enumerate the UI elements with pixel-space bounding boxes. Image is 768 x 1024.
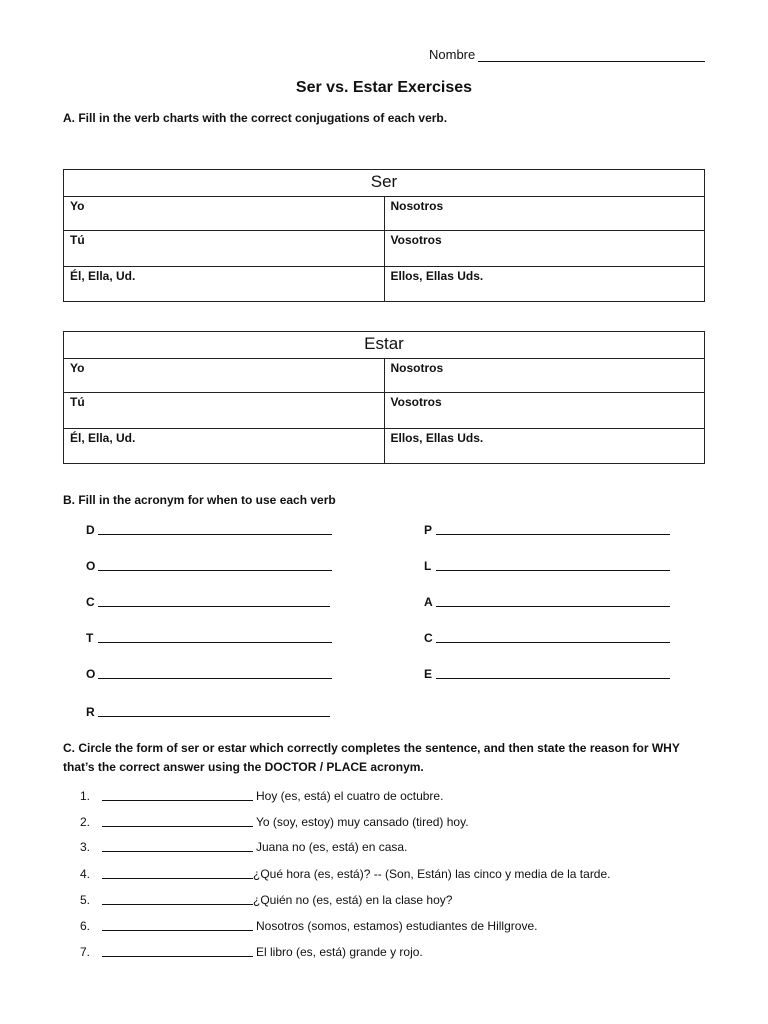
reason-blank[interactable]	[102, 903, 253, 905]
acronym-blank[interactable]	[436, 605, 670, 607]
question-item	[80, 815, 469, 829]
section-b-instruction: B. Fill in the acronym for when to use each verb	[63, 493, 336, 507]
question-item	[80, 893, 452, 907]
acronym-letter: R	[86, 705, 95, 719]
estar-chart	[63, 331, 705, 464]
estar-ellos-cell[interactable]: Ellos, Ellas Uds.	[384, 429, 705, 464]
question-text: ¿Qué hora (es, está)? -- (Son, Están) las cinco y media de la tarde.	[253, 867, 611, 881]
name-field	[429, 47, 705, 62]
acronym-blank[interactable]	[436, 677, 670, 679]
place-line-e	[424, 667, 670, 681]
question-item	[80, 919, 537, 933]
estar-vosotros-cell[interactable]: Vosotros	[384, 393, 705, 429]
question-item	[80, 789, 443, 803]
name-label: Nombre	[429, 47, 476, 62]
acronym-letter: C	[424, 631, 433, 645]
question-number: 3.	[80, 840, 91, 854]
acronym-letter: P	[424, 523, 433, 537]
ser-nosotros-cell[interactable]: Nosotros	[384, 197, 705, 231]
reason-blank[interactable]	[102, 799, 253, 801]
acronym-blank[interactable]	[98, 533, 332, 535]
question-number: 7.	[80, 945, 91, 959]
acronym-blank[interactable]	[98, 605, 330, 607]
question-number: 1.	[80, 789, 91, 803]
section-a-instruction: A. Fill in the verb charts with the correct conjugations of each verb.	[63, 111, 448, 125]
doctor-line-d	[86, 523, 332, 537]
question-text: Hoy (es, está) el cuatro de octubre.	[256, 789, 444, 803]
acronym-letter: O	[86, 667, 96, 681]
acronym-letter: T	[86, 631, 94, 645]
section-c-instruction: C. Circle the form of ser or estar which correctly completes the sentence, and then state the reason for WHY that’s the correct answer using the DOCTOR / PLACE acronym.	[63, 741, 680, 774]
question-item	[80, 840, 407, 854]
question-number: 5.	[80, 893, 91, 907]
question-text: Juana no (es, está) en casa.	[256, 840, 408, 854]
acronym-blank[interactable]	[436, 569, 670, 571]
acronym-letter: O	[86, 559, 96, 573]
reason-blank[interactable]	[102, 850, 253, 852]
question-number: 6.	[80, 919, 91, 933]
doctor-line-o2	[86, 667, 332, 681]
doctor-line-r	[86, 705, 330, 719]
reason-blank[interactable]	[102, 877, 253, 879]
ser-chart	[63, 169, 705, 302]
acronym-blank[interactable]	[98, 715, 330, 717]
reason-blank[interactable]	[102, 825, 253, 827]
acronym-blank[interactable]	[436, 641, 670, 643]
question-number: 2.	[80, 815, 91, 829]
question-text: ¿Quién no (es, está) en la clase hoy?	[253, 893, 453, 907]
ser-el-cell[interactable]: Él, Ella, Ud.	[64, 267, 385, 302]
reason-blank[interactable]	[102, 955, 253, 957]
acronym-blank[interactable]	[98, 569, 332, 571]
name-blank[interactable]	[478, 47, 705, 62]
place-line-a	[424, 595, 670, 609]
place-line-c	[424, 631, 670, 645]
page-title: Ser vs. Estar Exercises	[295, 79, 473, 96]
ser-chart-title: Ser	[64, 170, 705, 197]
question-text: Yo (soy, estoy) muy cansado (tired) hoy.	[256, 815, 469, 829]
question-number: 4.	[80, 867, 91, 881]
place-line-p	[424, 523, 670, 537]
estar-chart-title: Estar	[64, 332, 705, 359]
doctor-line-t	[86, 631, 332, 645]
question-text: El libro (es, está) grande y rojo.	[256, 945, 423, 959]
acronym-blank[interactable]	[436, 533, 670, 535]
estar-nosotros-cell[interactable]: Nosotros	[384, 359, 705, 393]
question-text: Nosotros (somos, estamos) estudiantes de Hillgrove.	[256, 919, 538, 933]
place-line-l	[424, 559, 670, 573]
acronym-letter: L	[424, 559, 432, 573]
doctor-line-c	[86, 595, 330, 609]
reason-blank[interactable]	[102, 929, 253, 931]
ser-yo-cell[interactable]: Yo	[64, 197, 385, 231]
question-item	[80, 945, 423, 959]
acronym-letter: E	[424, 667, 433, 681]
acronym-letter: A	[424, 595, 433, 609]
ser-vosotros-cell[interactable]: Vosotros	[384, 231, 705, 267]
ser-ellos-cell[interactable]: Ellos, Ellas Uds.	[384, 267, 705, 302]
ser-tu-cell[interactable]: Tú	[64, 231, 385, 267]
estar-el-cell[interactable]: Él, Ella, Ud.	[64, 429, 385, 464]
acronym-blank[interactable]	[98, 641, 332, 643]
question-item	[80, 867, 611, 881]
estar-yo-cell[interactable]: Yo	[64, 359, 385, 393]
acronym-letter: C	[86, 595, 95, 609]
acronym-blank[interactable]	[98, 677, 332, 679]
estar-tu-cell[interactable]: Tú	[64, 393, 385, 429]
acronym-letter: D	[86, 523, 95, 537]
doctor-line-o	[86, 559, 332, 573]
